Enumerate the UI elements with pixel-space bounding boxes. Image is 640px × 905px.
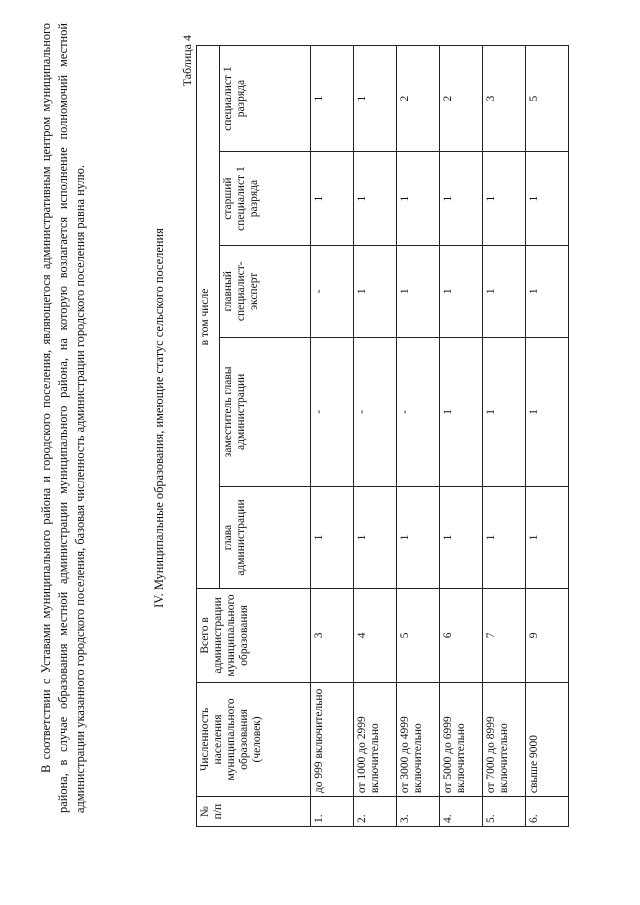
table-row <box>483 46 526 827</box>
cell-population: от 7000 до 8999 включительно <box>483 682 526 796</box>
cell-senior-spec: 1 <box>483 152 526 246</box>
cell-num: 5. <box>483 797 526 827</box>
cell-spec: 3 <box>483 46 526 152</box>
cell-spec: 5 <box>526 46 569 152</box>
cell-num: 6. <box>526 797 569 827</box>
cell-senior-spec: 1 <box>526 152 569 246</box>
header-chief-expert: главный специалист-эксперт <box>220 245 311 337</box>
cell-total: 5 <box>397 589 440 683</box>
cell-head: 1 <box>526 487 569 589</box>
header-deputy: заместитель главы администрации <box>220 337 311 486</box>
intro-paragraph: В соответствии с Уставами муниципального района и городского поселения, являющегося административным центром муниципального района, в случае образования местной администрации муниципального района, на которую возлагается исполнение полномочий местной администрации указанного городского поселения, базовая численность администрации городского поселения равна нулю. <box>39 23 87 813</box>
staffing-table <box>196 45 569 827</box>
header-group: в том числе <box>197 46 220 589</box>
cell-senior-spec: 1 <box>354 152 397 246</box>
table-row <box>397 46 440 827</box>
cell-population: от 3000 до 4999 включительно <box>397 682 440 796</box>
header-head: глава администрации <box>220 487 311 589</box>
cell-deputy: 1 <box>483 337 526 486</box>
header-spec: специалист 1 разряда <box>220 46 311 152</box>
header-total: Всего в администрации муниципального образования <box>197 589 311 683</box>
table-label: Таблица 4 <box>180 35 194 87</box>
cell-spec: 1 <box>311 46 354 152</box>
table-row <box>311 46 354 827</box>
cell-chief-expert: 1 <box>440 245 483 337</box>
cell-head: 1 <box>440 487 483 589</box>
table-row <box>354 46 397 827</box>
table-row <box>526 46 569 827</box>
cell-senior-spec: 1 <box>440 152 483 246</box>
cell-total: 9 <box>526 589 569 683</box>
cell-total: 6 <box>440 589 483 683</box>
cell-total: 4 <box>354 589 397 683</box>
cell-deputy: 1 <box>526 337 569 486</box>
cell-chief-expert: - <box>311 245 354 337</box>
cell-head: 1 <box>483 487 526 589</box>
cell-chief-expert: 1 <box>397 245 440 337</box>
cell-num: 2. <box>354 797 397 827</box>
cell-chief-expert: 1 <box>354 245 397 337</box>
cell-chief-expert: 1 <box>483 245 526 337</box>
cell-deputy: - <box>397 337 440 486</box>
cell-population: свыше 9000 <box>526 682 569 796</box>
cell-senior-spec: 1 <box>397 152 440 246</box>
cell-num: 3. <box>397 797 440 827</box>
cell-num: 1. <box>311 797 354 827</box>
cell-head: 1 <box>354 487 397 589</box>
cell-population: от 5000 до 6999 включительно <box>440 682 483 796</box>
cell-num: 4. <box>440 797 483 827</box>
header-population: Численность населения муниципального образования (человек) <box>197 682 311 796</box>
cell-population: от 1000 до 2999 включительно <box>354 682 397 796</box>
cell-chief-expert: 1 <box>526 245 569 337</box>
cell-population: до 999 включительно <box>311 682 354 796</box>
cell-deputy: 1 <box>440 337 483 486</box>
header-senior-spec: старший специалист 1 разряда <box>220 152 311 246</box>
cell-spec: 2 <box>397 46 440 152</box>
cell-total: 3 <box>311 589 354 683</box>
cell-spec: 1 <box>354 46 397 152</box>
cell-senior-spec: 1 <box>311 152 354 246</box>
cell-deputy: - <box>311 337 354 486</box>
table-row <box>440 46 483 827</box>
section-title: IV. Муниципальные образования, имеющие статус сельского поселения <box>152 228 166 608</box>
cell-total: 7 <box>483 589 526 683</box>
cell-head: 1 <box>311 487 354 589</box>
cell-spec: 2 <box>440 46 483 152</box>
header-num: № п/п <box>197 797 311 827</box>
cell-deputy: - <box>354 337 397 486</box>
cell-head: 1 <box>397 487 440 589</box>
